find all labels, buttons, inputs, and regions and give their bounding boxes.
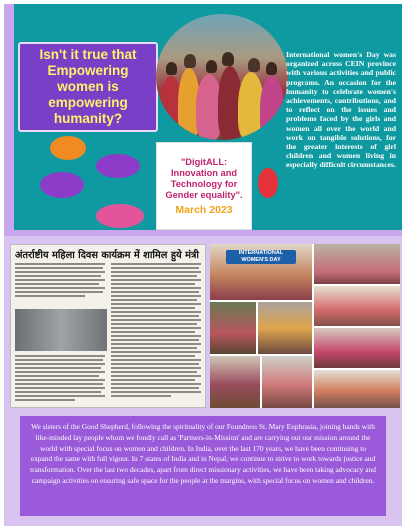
left-lilac-strip: [4, 4, 14, 236]
collage-photo-2: [314, 286, 400, 326]
collage-photo-5: [314, 328, 400, 368]
oval-purple-2: [40, 172, 84, 198]
collage-photo-4: [258, 302, 312, 354]
poster: [4, 4, 402, 526]
question-text: Isn't it true that Empowering women is empowering humanity?: [39, 47, 137, 126]
theme-box: [156, 142, 252, 230]
collage-photo-banner: [210, 244, 312, 300]
oval-red: [258, 168, 278, 198]
news-headline: अंतर्राष्टीय महिला दिवस कार्यक्रम में शामिल हुये मंत्री: [15, 250, 199, 261]
theme-date: March 2023: [175, 204, 233, 216]
oval-pink: [96, 204, 144, 228]
collage-photo-3: [210, 302, 256, 354]
collage-photo-6: [210, 356, 260, 408]
oval-orange: [50, 136, 86, 160]
collage-photo-7: [262, 356, 312, 408]
newspaper-clipping: [10, 244, 206, 408]
collage-photo-8: [314, 370, 400, 408]
theme-title: "DigitALL: Innovation and Technology for Gender equality".: [165, 157, 243, 200]
question-box: [18, 42, 158, 132]
collage-photo-1: [314, 244, 400, 284]
news-column-1: [15, 263, 107, 299]
womens-day-description: International women's Day was organized across CEIN province with various activities and public programs. An occasion for the humanity to celebrate women's achievements, contributions, and to reflect on the issues and problems faced by the girls and women all over the world and work on tangible solutions, for the greater interests of girl children and women living in especially difficult circumstances.: [286, 50, 396, 170]
news-column-1b: [15, 355, 107, 403]
news-photo: [15, 309, 107, 351]
mission-text: We sisters of the Good Shepherd, following the spirituality of our Foundress St. Mary Euphrasia, joining hands with like-minded lay people whom we fondly call as 'Partners-in-Mission' and are carrying out our mission around the world with special focus on women and children. In India, over the last 170 years, we have been continuing to expand the same with full vigour. In 7 states of India and in Nepal, we continue to strive to work towards justice and transformation. Over the last two decades, apart from direct missionary activities, we have been taking advocacy and campaign activities on ensuring safe space for the people at the margins, with special focus on women and children.: [30, 422, 376, 485]
lilac-divider: [4, 230, 402, 236]
photo-collage: [210, 244, 400, 408]
collage-banner: INTERNATIONAL WOMEN'S DAY: [226, 250, 296, 264]
news-column-2: [111, 263, 203, 399]
rally-photo-circle: [156, 14, 288, 140]
oval-purple-1: [96, 154, 140, 178]
